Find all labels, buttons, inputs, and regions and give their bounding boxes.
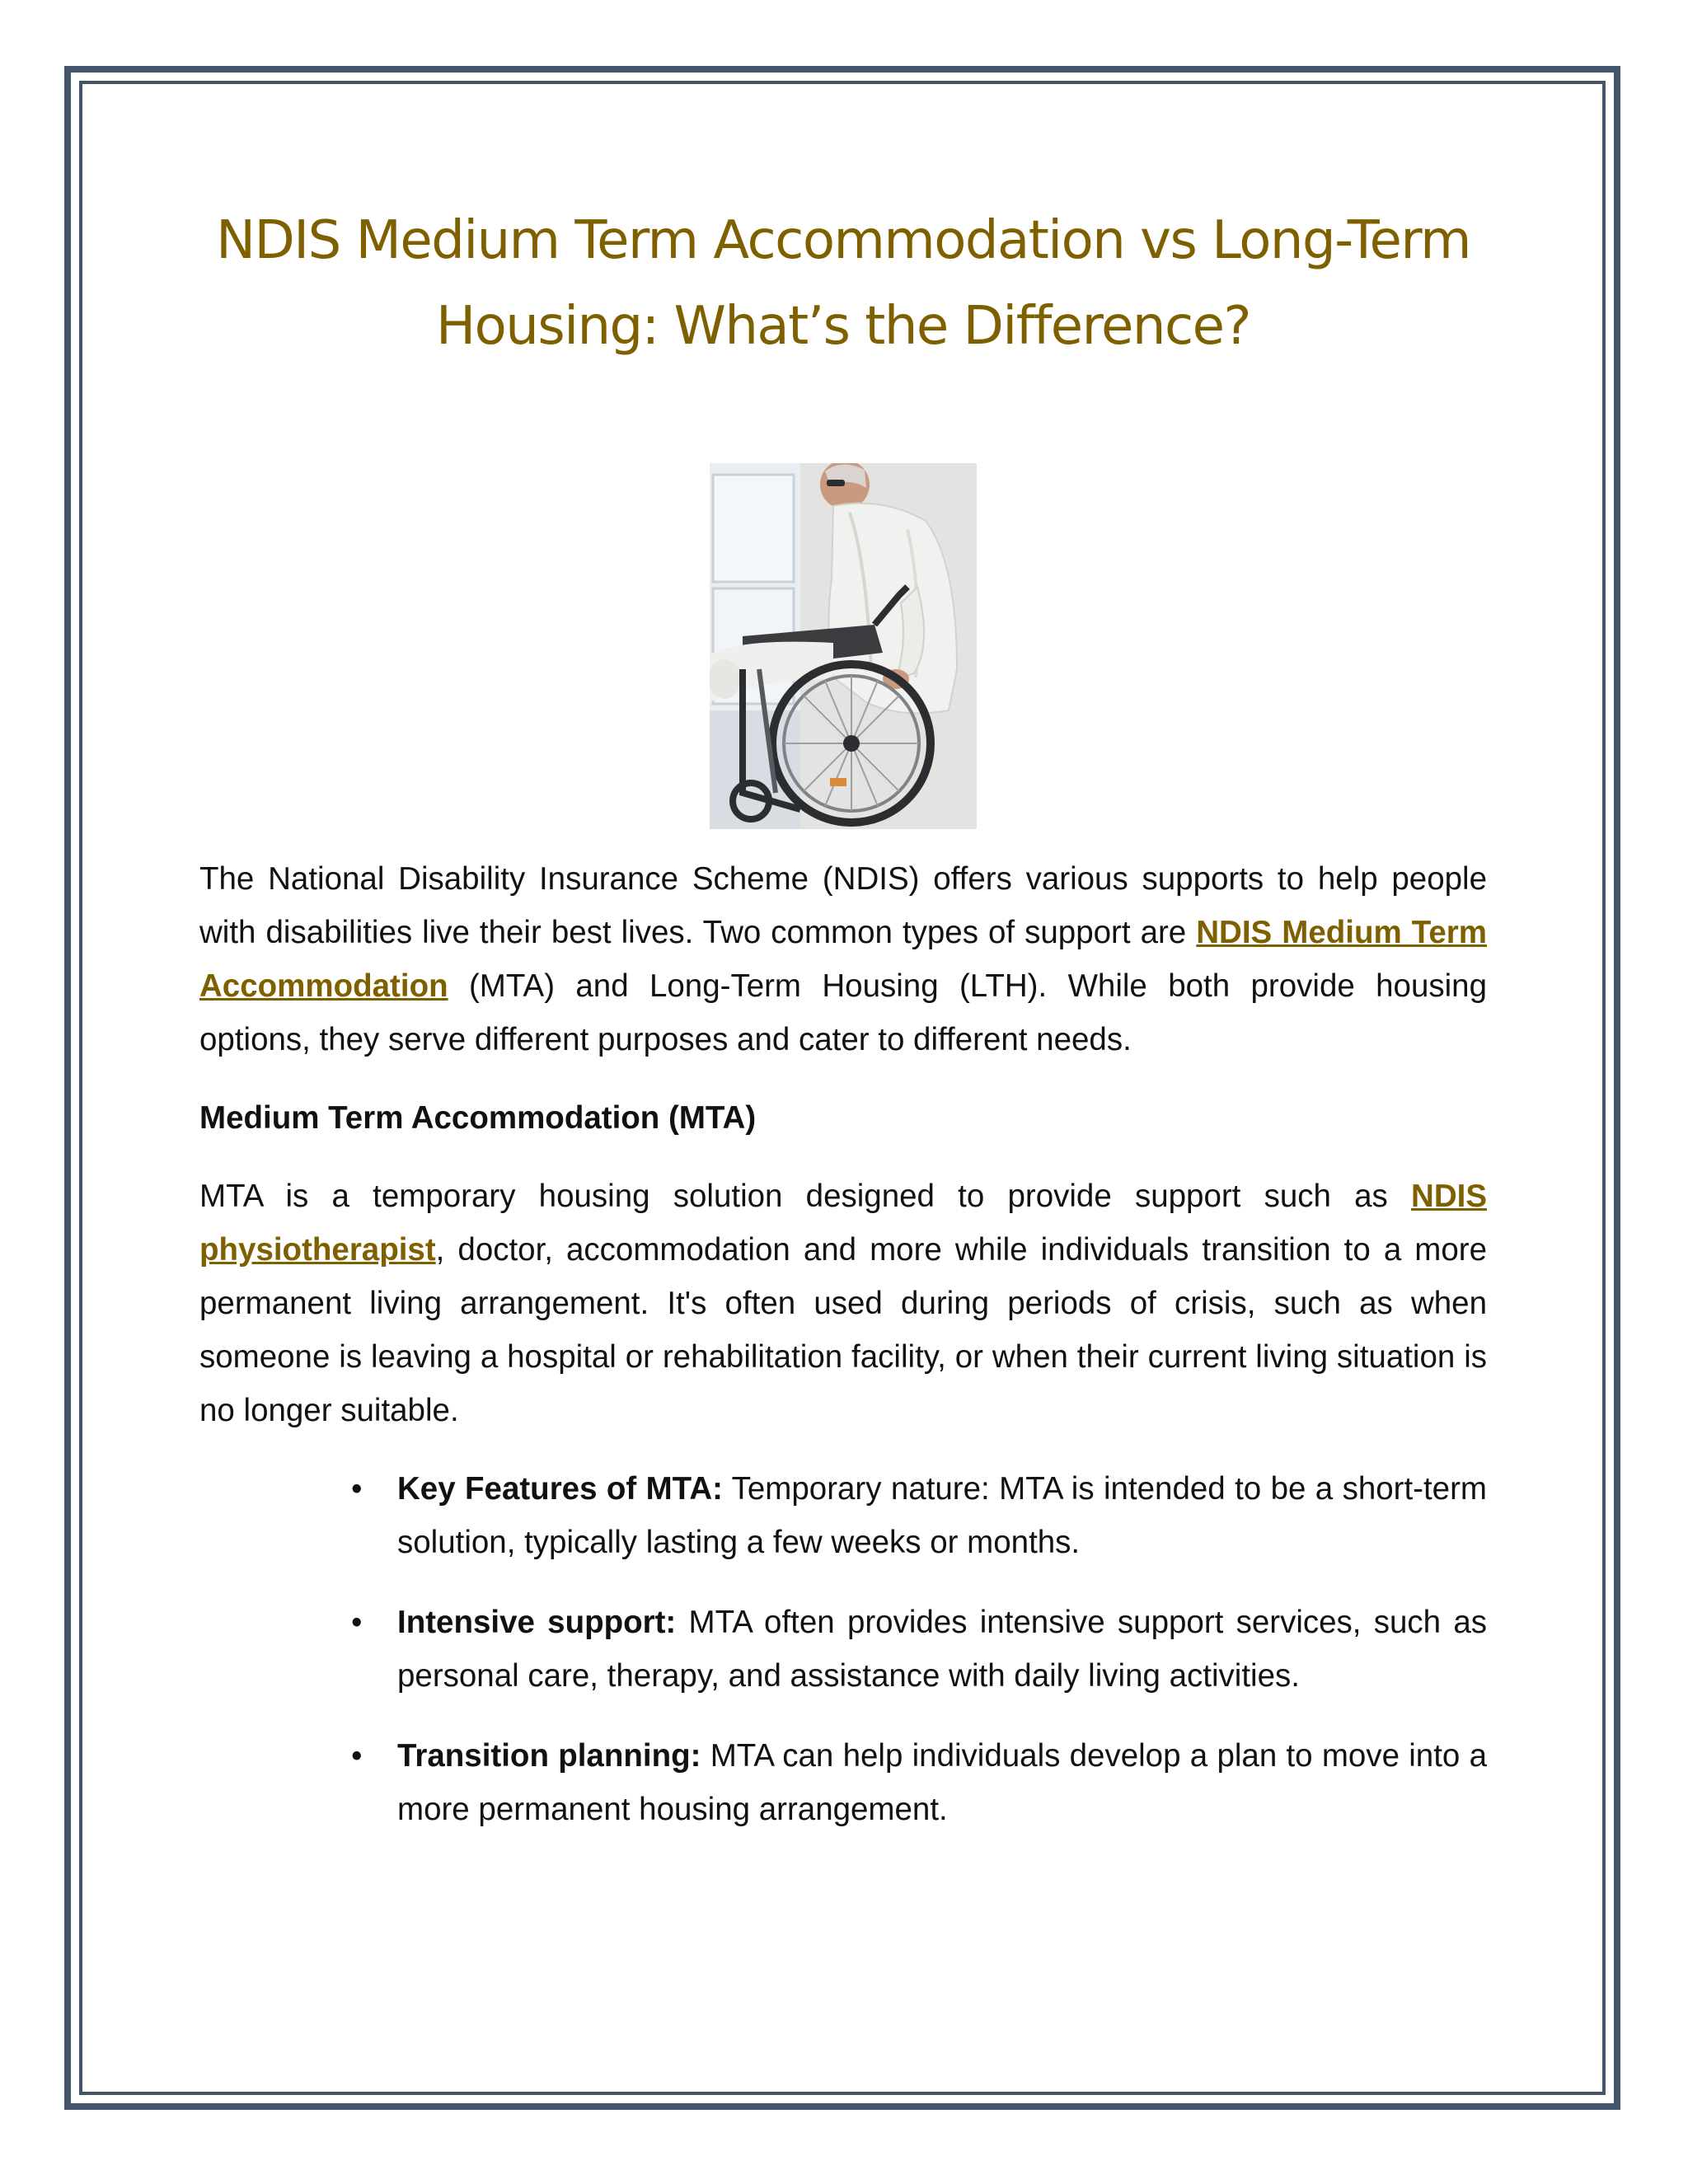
feature-label: Transition planning:	[397, 1738, 701, 1774]
mta-text-after: , doctor, accommodation and more while individuals transition to a more permanent living arrangement. It's often used during periods of crisis, such as when someone is leaving a hospital or rehabilitation facility, or when their current living situation is no longer suitable.	[199, 1232, 1487, 1428]
mta-text-before: MTA is a temporary housing solution designed to provide support such as	[199, 1179, 1412, 1214]
feature-label: Intensive support:	[397, 1605, 677, 1640]
mta-features-list	[199, 1462, 1487, 1836]
list-item	[351, 1462, 1487, 1569]
ndis-physiotherapist-link[interactable]: NDIS physiotherapist	[199, 1179, 1487, 1268]
intro-paragraph	[199, 852, 1487, 1066]
bullet-icon: •	[351, 1605, 363, 1640]
bullet-icon: •	[351, 1738, 363, 1774]
ndis-mta-link[interactable]: NDIS Medium Term Accommodation	[199, 915, 1488, 1004]
section-heading-mta: Medium Term Accommodation (MTA)	[199, 1100, 757, 1136]
mta-paragraph	[199, 1169, 1487, 1437]
feature-label: Key Features of MTA:	[397, 1471, 723, 1507]
wheelchair-photo-icon	[710, 463, 977, 829]
feature-text: MTA can help individuals develop a plan to move into a more permanent housing arrangement.	[397, 1738, 1487, 1827]
intro-text-before: The National Disability Insurance Scheme (NDIS) offers various supports to help people with disabilities live their best lives. Two common types of support are	[199, 861, 1487, 950]
page-title: NDIS Medium Term Accommodation vs Long-Term Housing: What’s the Difference?	[216, 210, 1470, 357]
feature-text: MTA often provides intensive support services, such as personal care, therapy, and assistance with daily living activities.	[397, 1605, 1487, 1694]
bullet-icon: •	[351, 1471, 363, 1507]
document-body	[199, 198, 1487, 1863]
feature-text: Temporary nature: MTA is intended to be a short-term solution, typically lasting a few weeks or months.	[397, 1471, 1487, 1560]
intro-text-after: (MTA) and Long-Term Housing (LTH). While both provide housing options, they serve different purposes and cater to different needs.	[199, 968, 1487, 1057]
list-item	[351, 1596, 1487, 1703]
list-item	[351, 1729, 1487, 1836]
